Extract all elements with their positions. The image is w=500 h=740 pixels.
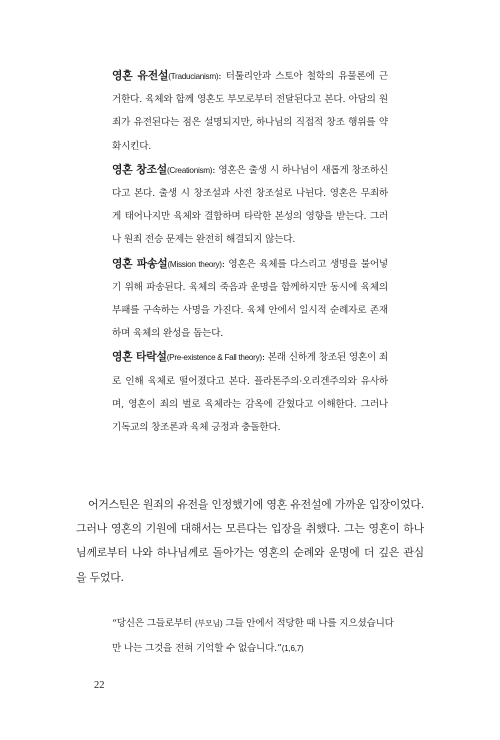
definition-text: : 영혼은 출생 시 하나님이 새롭게 창조하신다고 본다. 출생 시 창조설과 사전 창조설로 나뉜다. 영혼은 무죄하게 태어나지만 육체와 결합하며 타락한 본성의 영향을 받는다. 그러나 원죄 전승 문제는 완전히 해결되지 않는다. xyxy=(112,164,388,246)
definitions-block xyxy=(112,64,388,439)
augustine-quote xyxy=(112,612,402,661)
definition-term: 영혼 파송설 xyxy=(112,256,168,270)
definition-latin: (Mission theory) xyxy=(167,259,222,269)
definition-latin: (Pre-existence & Fall theory) xyxy=(166,353,262,363)
definition-creationism xyxy=(112,158,388,252)
definition-term: 영혼 유전설 xyxy=(112,69,169,82)
definition-term: 영혼 창조설 xyxy=(112,162,167,176)
definition-text: : 터툴리안과 스토아 철학의 유물론에 근거한다. 육체와 함께 영혼도 부모로부터 전달된다고 본다. 아담의 원죄가 유전된다는 점은 설명되지만, 하나님의 직접적 창조 행위를 약화시킨다. xyxy=(112,71,388,152)
quote-text-after: 그들 안에서 적당한 때 나를 지으셨습니다만 나는 그것을 전혀 기억할 수 없습니다.” xyxy=(112,618,394,654)
quote-text-before: “당신은 그들로부터 xyxy=(112,618,195,629)
definition-latin: (Creationism) xyxy=(166,165,213,175)
definition-text: : 본래 신하게 창조된 영혼이 죄로 인해 육체로 떨어졌다고 본다. 플라톤주의·오리겐주의와 유사하며, 영혼이 죄의 벌로 육체라는 감옥에 갇혔다고 이해한다. 그러나 기독교의 창조론과 육체 긍정과 충돌한다. xyxy=(112,352,388,434)
page-number: 22 xyxy=(94,680,105,691)
body-paragraph: 어거스틴은 원죄의 유전을 인정했기에 영혼 유전설에 가까운 입장이었다. 그러나 영혼의 기원에 대해서는 모른다는 입장을 취했다. 그는 영혼이 하나님께로부터 나와 하나님께로 돌아가는 영혼의 순례와 운명에 더 깊은 관심을 두었다. xyxy=(76,498,424,584)
definition-term: 영혼 타락설 xyxy=(112,350,167,364)
quote-citation: (1,6,7) xyxy=(281,643,304,653)
definition-traducianism xyxy=(112,64,388,158)
quote-parenthetical: (부모님) xyxy=(194,619,223,628)
definition-text: : 영혼은 육체를 다스리고 생명을 불어넣기 위해 파송된다. 육체의 죽음과 운명을 함께하지만 동시에 육체의 부패를 구속하는 사명을 가진다. 육체 안에서 일시적 순례자로 존재하며 육체의 완성을 돕는다. xyxy=(112,258,388,340)
definition-latin: (Traducianism) xyxy=(168,72,219,81)
definition-mission-theory xyxy=(112,252,388,346)
definition-preexistence-fall xyxy=(112,345,388,439)
